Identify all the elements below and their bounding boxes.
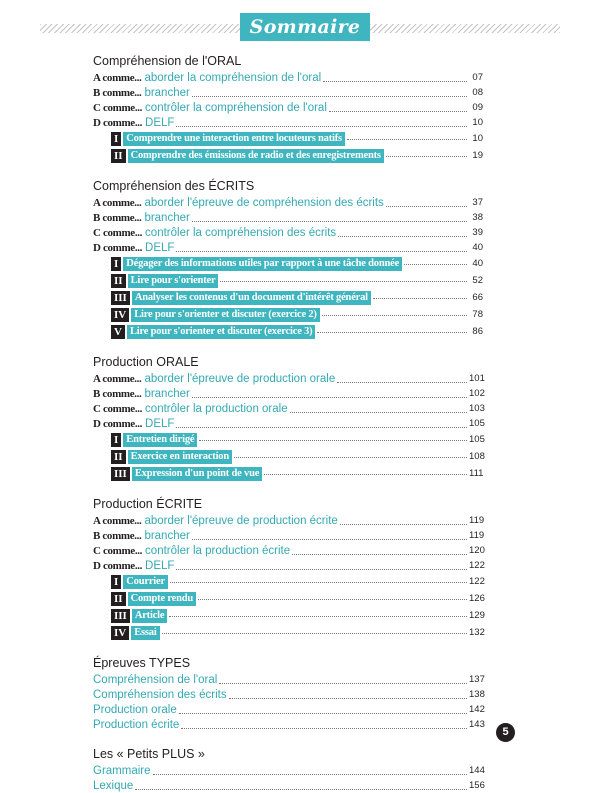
roman-numeral-badge: III <box>111 291 130 305</box>
dot-leader <box>322 315 467 316</box>
subentry-page-number: 126 <box>469 593 485 604</box>
toc-subentry[interactable] <box>93 625 483 641</box>
toc-subentry[interactable] <box>93 449 483 465</box>
subentry-label: Lire pour s'orienter et discuter (exercice 2) <box>131 308 319 322</box>
entry-prefix: C comme... <box>93 403 143 415</box>
page-title: Sommaire <box>240 13 370 41</box>
toc-subentry[interactable] <box>93 148 483 164</box>
section-title: Production ÉCRITE <box>93 497 203 511</box>
toc-entry[interactable] <box>93 70 483 85</box>
entry-page-number: 120 <box>469 545 485 556</box>
subentry-page-number: 52 <box>472 275 483 286</box>
header-hatch-right <box>370 24 560 33</box>
dot-leader <box>176 427 467 428</box>
subentry-page-number: 40 <box>472 258 483 269</box>
roman-numeral-badge: II <box>111 450 126 464</box>
toc-entry[interactable] <box>93 672 483 687</box>
toc-entry[interactable] <box>93 687 483 702</box>
toc-subentry[interactable] <box>93 307 483 323</box>
dot-leader <box>162 633 467 634</box>
dot-leader <box>199 440 467 441</box>
subentry-label: Lire pour s'orienter <box>128 274 219 288</box>
dot-leader <box>234 457 467 458</box>
entry-page-number: 119 <box>469 530 485 541</box>
entry-page-number: 39 <box>472 227 483 238</box>
subentry-label: Essai <box>131 626 159 640</box>
toc-entry[interactable] <box>93 210 483 225</box>
roman-numeral-badge: III <box>111 609 130 623</box>
entry-label: Compréhension des écrits <box>93 689 227 701</box>
toc-entry[interactable] <box>93 416 483 431</box>
entry-label: Grammaire <box>93 765 151 777</box>
dot-leader <box>198 599 467 600</box>
entry-prefix: D comme... <box>93 242 143 254</box>
entry-label: aborder la compréhension de l'oral <box>144 72 322 84</box>
dot-leader <box>219 683 467 684</box>
dot-leader <box>192 221 467 222</box>
entry-prefix: D comme... <box>93 117 143 129</box>
subentry-label: Comprendre une interaction entre locuteurs natifs <box>123 132 345 146</box>
dot-leader <box>317 332 467 333</box>
toc-subentry[interactable] <box>93 608 483 624</box>
entry-page-number: 105 <box>469 418 485 429</box>
toc-entry[interactable] <box>93 386 483 401</box>
entry-prefix: C comme... <box>93 227 143 239</box>
entry-page-number: 137 <box>469 674 485 685</box>
dot-leader <box>153 774 467 775</box>
subentry-label: Comprendre des émissions de radio et des enregistrements <box>128 149 384 163</box>
entry-prefix: C comme... <box>93 102 143 114</box>
roman-numeral-badge: II <box>111 149 126 163</box>
toc-entry[interactable] <box>93 115 483 130</box>
entry-prefix: A comme... <box>93 72 142 84</box>
subentry-label: Lire pour s'orienter et discuter (exercice 3) <box>127 325 315 339</box>
entry-page-number: 10 <box>472 117 483 128</box>
subentry-page-number: 108 <box>469 451 485 462</box>
dot-leader <box>220 281 467 282</box>
dot-leader <box>229 698 467 699</box>
toc-subentry[interactable] <box>93 574 483 590</box>
entry-prefix: D comme... <box>93 560 143 572</box>
roman-numeral-badge: IV <box>111 308 129 322</box>
subentry-label: Expression d'un point de vue <box>132 467 262 481</box>
dot-leader <box>323 81 467 82</box>
entry-page-number: 103 <box>469 403 485 414</box>
entry-prefix: A comme... <box>93 197 142 209</box>
toc-subentry[interactable] <box>93 432 483 448</box>
toc-section <box>93 354 483 482</box>
toc-subentry[interactable] <box>93 256 483 272</box>
roman-numeral-badge: II <box>111 592 126 606</box>
roman-numeral-badge: I <box>111 575 121 589</box>
dot-leader <box>192 539 467 540</box>
subentry-page-number: 105 <box>469 434 485 445</box>
subentry-label: Compte rendu <box>128 592 196 606</box>
entry-prefix: B comme... <box>93 530 142 542</box>
toc-subentry[interactable] <box>93 466 483 482</box>
toc-section <box>93 746 483 793</box>
toc-entry[interactable] <box>93 240 483 255</box>
dot-leader <box>179 713 467 714</box>
dot-leader <box>290 412 467 413</box>
entry-page-number: 09 <box>472 102 483 113</box>
dot-leader <box>176 126 467 127</box>
entry-label: DELF <box>145 242 175 254</box>
entry-label: Production écrite <box>93 719 180 731</box>
dot-leader <box>192 397 467 398</box>
entry-label: aborder l'épreuve de production écrite <box>144 515 338 527</box>
entry-label: DELF <box>145 117 175 129</box>
entry-label: Compréhension de l'oral <box>93 674 218 686</box>
entry-label: brancher <box>144 530 190 542</box>
subentry-page-number: 10 <box>472 133 483 144</box>
entry-page-number: 122 <box>469 560 485 571</box>
table-of-contents <box>93 53 483 793</box>
entry-label: contrôler la compréhension de l'oral <box>145 102 327 114</box>
subentry-page-number: 129 <box>469 610 485 621</box>
entry-page-number: 138 <box>469 689 485 700</box>
subentry-page-number: 19 <box>472 150 483 161</box>
dot-leader <box>135 789 467 790</box>
entry-label: aborder l'épreuve de production orale <box>144 373 336 385</box>
entry-label: brancher <box>144 87 190 99</box>
entry-page-number: 156 <box>469 780 485 791</box>
dot-leader <box>340 524 467 525</box>
dot-leader <box>176 251 467 252</box>
toc-entry[interactable] <box>93 543 483 558</box>
dot-leader <box>386 156 467 157</box>
entry-prefix: B comme... <box>93 212 142 224</box>
subentry-label: Exercice en interaction <box>128 450 232 464</box>
entry-label: contrôler la production orale <box>145 403 288 415</box>
entry-page-number: 40 <box>472 242 483 253</box>
toc-subentry[interactable] <box>93 290 483 306</box>
toc-entry[interactable] <box>93 717 483 732</box>
subentry-page-number: 78 <box>472 309 483 320</box>
entry-label: aborder l'épreuve de compréhension des écrits <box>144 197 384 209</box>
toc-entry[interactable] <box>93 195 483 210</box>
entry-prefix: A comme... <box>93 373 142 385</box>
entry-label: contrôler la production écrite <box>145 545 291 557</box>
roman-numeral-badge: II <box>111 274 126 288</box>
dot-leader <box>337 382 467 383</box>
section-title: Compréhension des ÉCRITS <box>93 179 255 193</box>
toc-entry[interactable] <box>93 225 483 240</box>
entry-label: DELF <box>145 418 175 430</box>
toc-subentry[interactable] <box>93 273 483 289</box>
entry-label: Production orale <box>93 704 177 716</box>
entry-page-number: 101 <box>469 373 485 384</box>
toc-subentry[interactable] <box>93 324 483 340</box>
roman-numeral-badge: I <box>111 132 121 146</box>
subentry-label: Entretien dirigé <box>123 433 197 447</box>
roman-numeral-badge: III <box>111 467 130 481</box>
toc-entry[interactable] <box>93 702 483 717</box>
dot-leader <box>404 264 467 265</box>
entry-prefix: B comme... <box>93 388 142 400</box>
dot-leader <box>338 236 467 237</box>
section-title: Les « Petits PLUS » <box>93 747 205 761</box>
toc-entry[interactable] <box>93 513 483 528</box>
dot-leader <box>176 569 467 570</box>
toc-section <box>93 53 483 164</box>
entry-page-number: 144 <box>469 765 485 776</box>
roman-numeral-badge: V <box>111 325 125 339</box>
subentry-page-number: 86 <box>472 326 483 337</box>
entry-label: brancher <box>144 212 190 224</box>
dot-leader <box>181 728 467 729</box>
dot-leader <box>347 139 467 140</box>
toc-entry[interactable] <box>93 528 483 543</box>
roman-numeral-badge: I <box>111 433 121 447</box>
subentry-label: Analyser les contenus d'un document d'intérêt général <box>132 291 371 305</box>
toc-subentry[interactable] <box>93 591 483 607</box>
entry-page-number: 102 <box>469 388 485 399</box>
header-hatch-left <box>40 24 240 33</box>
dot-leader <box>264 474 467 475</box>
dot-leader <box>329 111 467 112</box>
dot-leader <box>386 206 467 207</box>
dot-leader <box>192 96 467 97</box>
entry-page-number: 08 <box>472 87 483 98</box>
subentry-page-number: 66 <box>472 292 483 303</box>
section-title: Production ORALE <box>93 355 199 369</box>
toc-entry[interactable] <box>93 85 483 100</box>
subentry-page-number: 122 <box>469 576 485 587</box>
subentry-page-number: 111 <box>469 468 484 479</box>
subentry-label: Courrier <box>123 575 168 589</box>
toc-section <box>93 655 483 732</box>
subentry-label: Dégager des informations utiles par rapport à une tâche donnée <box>123 257 402 271</box>
entry-page-number: 38 <box>472 212 483 223</box>
subentry-label: Article <box>132 609 168 623</box>
toc-entry[interactable] <box>93 778 483 793</box>
entry-page-number: 07 <box>472 72 483 83</box>
dot-leader <box>169 616 467 617</box>
entry-prefix: B comme... <box>93 87 142 99</box>
page-number-badge: 5 <box>496 723 515 742</box>
dot-leader <box>170 582 467 583</box>
toc-entry[interactable] <box>93 401 483 416</box>
entry-page-number: 119 <box>469 515 485 526</box>
toc-entry[interactable] <box>93 371 483 386</box>
entry-prefix: C comme... <box>93 545 143 557</box>
entry-page-number: 142 <box>469 704 485 715</box>
entry-label: Lexique <box>93 780 134 792</box>
subentry-page-number: 132 <box>469 627 485 638</box>
roman-numeral-badge: I <box>111 257 121 271</box>
toc-section <box>93 178 483 340</box>
entry-prefix: A comme... <box>93 515 142 527</box>
entry-label: brancher <box>144 388 190 400</box>
toc-section <box>93 496 483 641</box>
dot-leader <box>292 554 467 555</box>
entry-prefix: D comme... <box>93 418 143 430</box>
entry-label: contrôler la compréhension des écrits <box>145 227 337 239</box>
section-title: Compréhension de l'ORAL <box>93 54 242 68</box>
dot-leader <box>373 298 467 299</box>
toc-entry[interactable] <box>93 558 483 573</box>
section-title: Épreuves TYPES <box>93 656 191 670</box>
entry-label: DELF <box>145 560 175 572</box>
toc-subentry[interactable] <box>93 131 483 147</box>
entry-page-number: 37 <box>472 197 483 208</box>
toc-entry[interactable] <box>93 100 483 115</box>
roman-numeral-badge: IV <box>111 626 129 640</box>
toc-entry[interactable] <box>93 763 483 778</box>
entry-page-number: 143 <box>469 719 485 730</box>
